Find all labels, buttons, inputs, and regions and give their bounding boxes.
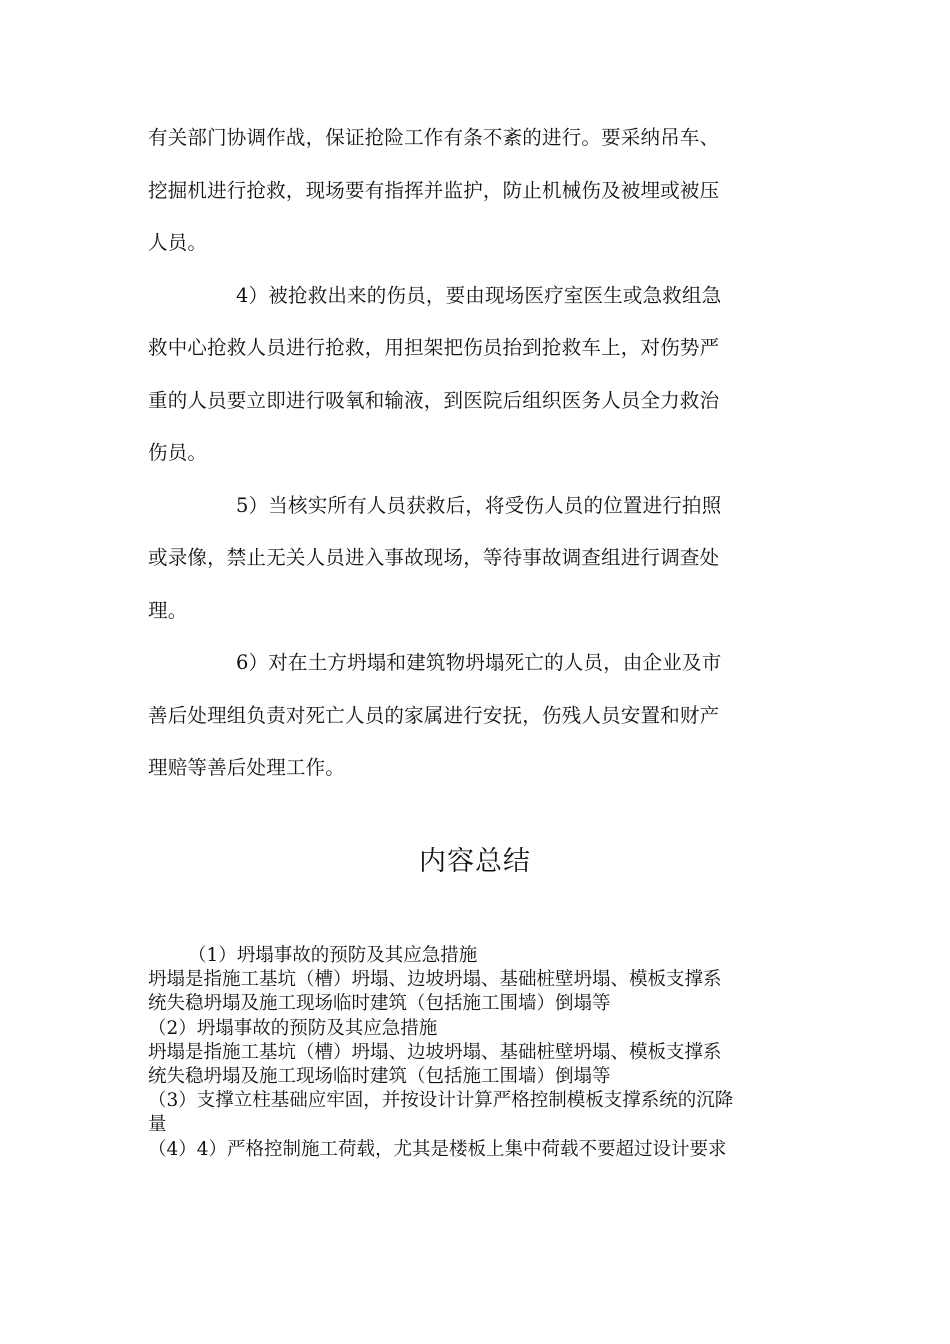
body-line: 5）当核实所有人员获救后，将受伤人员的位置进行拍照 <box>236 493 722 517</box>
body-line: 人员。 <box>148 231 208 254</box>
summary-line: （4）4）严格控制施工荷载，尤其是楼板上集中荷载不要超过设计要求 <box>148 1138 727 1160</box>
body-line: 理。 <box>148 598 188 622</box>
summary-line: 坍塌是指施工基坑（槽）坍塌、边坡坍塌、基础桩壁坍塌、模板支撑系 <box>148 1041 722 1063</box>
summary-line: 统失稳坍塌及施工现场临时建筑（包括施工围墙）倒塌等 <box>148 993 611 1015</box>
body-line: 4）被抢救出来的伤员，要由现场医疗室医生或急救组急 <box>236 283 722 307</box>
summary-line: （1）坍塌事故的预防及其应急措施 <box>188 945 478 966</box>
body-line: 重的人员要立即进行吸氧和输液，到医院后组织医务人员全力救治 <box>148 388 720 412</box>
summary-line: 统失稳坍塌及施工现场临时建筑（包括施工围墙）倒塌等 <box>148 1065 611 1087</box>
body-line: 伤员。 <box>148 441 208 464</box>
body-line: 挖掘机进行抢救，现场要有指挥并监护，防止机械伤及被埋或被压 <box>148 178 720 202</box>
body-line: 理赔等善后处理工作。 <box>148 756 346 779</box>
body-line: 6）对在土方坍塌和建筑物坍塌死亡的人员，由企业及市 <box>236 651 722 674</box>
summary-line: 量 <box>148 1114 167 1136</box>
body-line: 救中心抢救人员进行抢救，用担架把伤员抬到抢救车上，对伤势严 <box>148 336 720 359</box>
summary-content <box>148 944 818 1162</box>
body-line: 或录像，禁止无关人员进入事故现场，等待事故调查组进行调查处 <box>148 546 720 569</box>
body-line: 善后处理组负责对死亡人员的家属进行安抚，伤残人员安置和财产 <box>148 703 720 727</box>
body-line: 有关部门协调作战，保证抢险工作有条不紊的进行。要采纳吊车、 <box>148 126 720 149</box>
summary-title: 内容总结 <box>419 846 531 877</box>
summary-line: （2）坍塌事故的预防及其应急措施 <box>148 1017 438 1039</box>
body-text <box>148 112 808 795</box>
summary-line: 坍塌是指施工基坑（槽）坍塌、边坡坍塌、基础桩壁坍塌、模板支撑系 <box>148 969 722 991</box>
summary-line: （3）支撑立柱基础应牢固，并按设计计算严格控制模板支撑系统的沉降 <box>148 1090 734 1112</box>
